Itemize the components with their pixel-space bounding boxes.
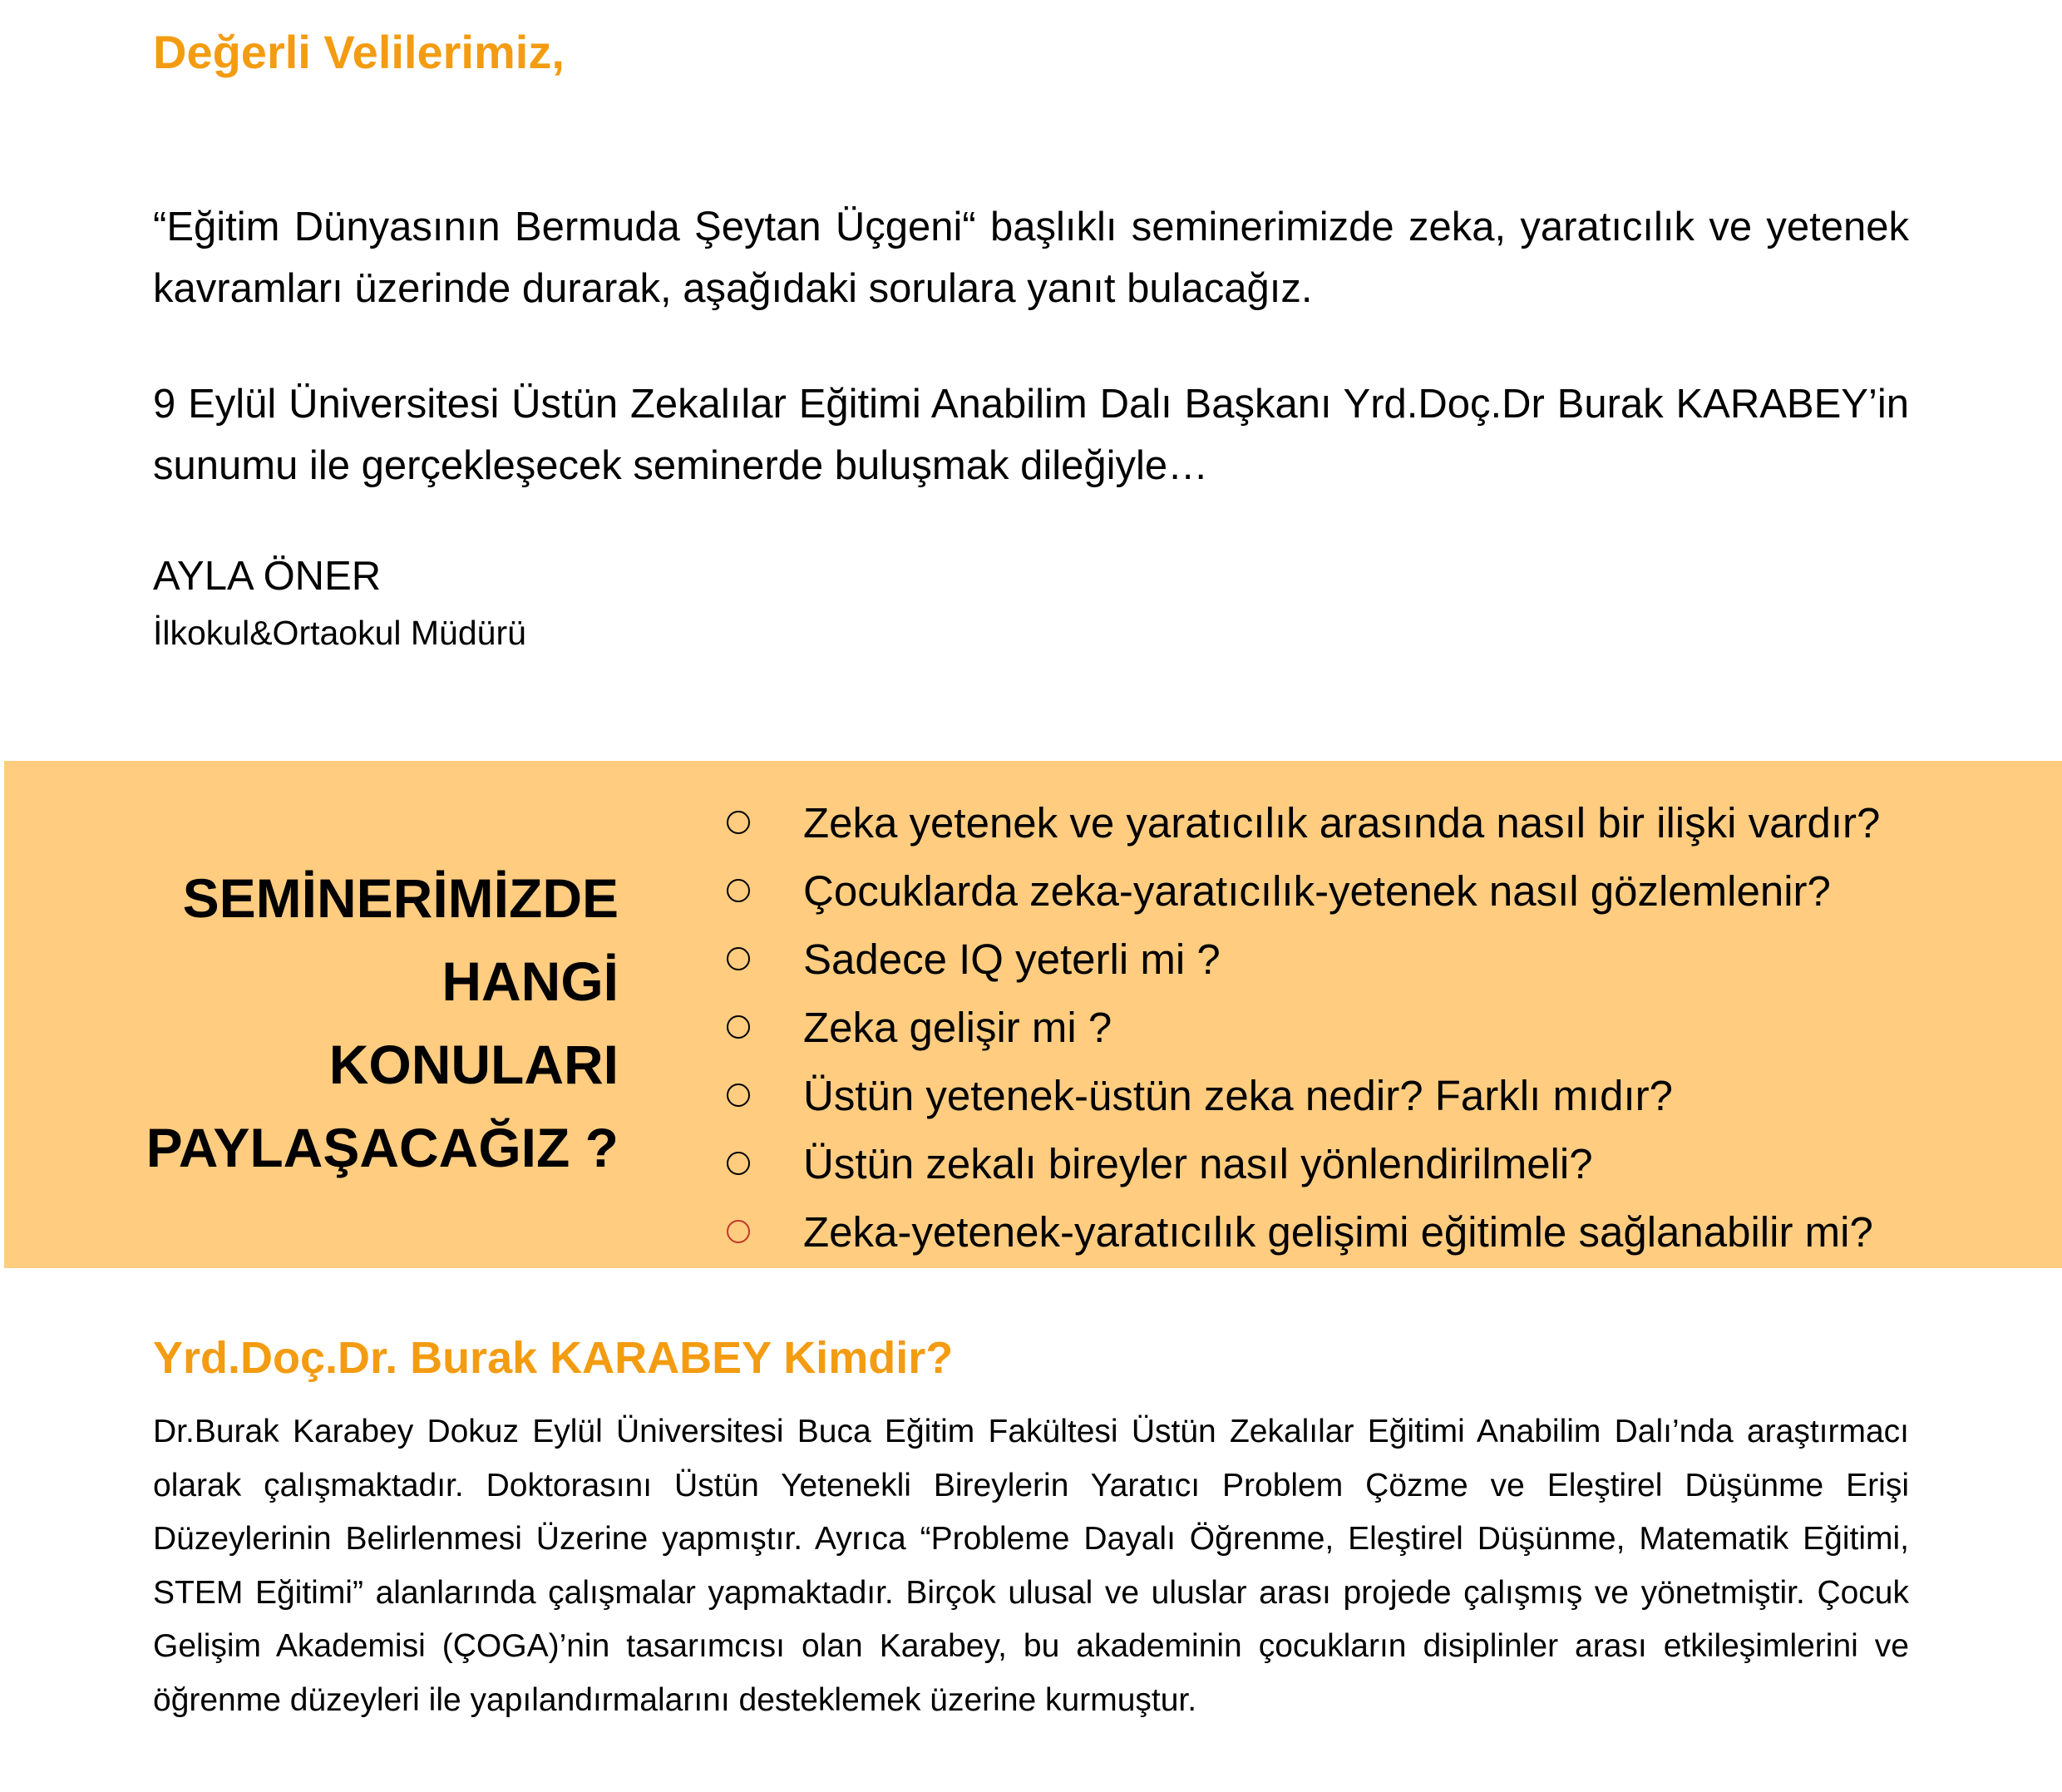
list-item [722,788,1880,857]
question-text: Zeka-yetenek-yaratıcılık gelişimi eğitimle sağlanabilir mi? [803,1207,1873,1256]
question-list [722,788,1880,1266]
circle-bullet-icon [727,811,750,834]
signature-role: İlkokul&Ortaokul Müdürü [153,614,526,652]
question-text: Zeka gelişir mi ? [803,1003,1112,1051]
greeting-heading: Değerli Velilerimiz, [153,26,565,78]
list-item [722,1129,1880,1197]
question-text: Çocuklarda zeka-yaratıcılık-yetenek nasıl gözlemlenir? [803,866,1831,915]
list-item [722,993,1880,1061]
topics-heading-line: KONULARI [328,1034,619,1095]
topics-heading [37,857,619,1189]
invitation-paragraph: 9 Eylül Üniversitesi Üstün Zekalılar Eğitimi Anabilim Dalı Başkanı Yrd.Doç.Dr Burak KARABEY’in sunumu ile gerçekleşecek seminerde buluşmak dileğiyle… [153,382,1909,488]
circle-bullet-icon [727,1015,750,1039]
signature-name: AYLA ÖNER [153,554,382,599]
circle-bullet-icon [727,1084,750,1107]
circle-bullet-icon [727,1152,750,1175]
question-text: Üstün yetenek-üstün zeka nedir? Farklı mıdır? [803,1071,1673,1119]
list-item [722,857,1880,925]
bio-heading: Yrd.Doç.Dr. Burak KARABEY Kimdir? [153,1333,954,1383]
list-item [722,1061,1880,1129]
circle-bullet-icon [727,879,750,902]
list-item [722,925,1880,993]
question-text: Sadece IQ yeterli mi ? [803,935,1221,983]
topics-heading-line: HANGİ [442,950,619,1012]
circle-bullet-icon [727,1220,750,1243]
bio-paragraph: Dr.Burak Karabey Dokuz Eylül Üniversitesi Buca Eğitim Fakültesi Üstün Zekalılar Eğitimi Anabilim Dalı’nda araştırmacı olarak çalışmaktadır. Doktorasını Üstün Yetenekli Bireylerin Yaratıcı Problem Çözme ve Eleştirel Düşünme Erişi Düzeylerinin Belirlenmesi Üzerine yapmıştır. Ayrıca “Probleme Dayalı Öğrenme, Eleştirel Düşünme, Matematik Eğitimi, STEM Eğitimi” alanlarında çalışmalar yapmaktadır. Birçok ulusal ve uluslar arası projede çalışmış ve yönetmiştir. Çocuk Gelişim Akademisi (ÇOGA)’nin tasarımcısı olan Karabey, bu akademinin çocukların disiplinler arası etkileşimlerini ve öğrenme düzeyleri ile yapılandırmalarını desteklemek üzerine kurmuştur. [153,1414,1909,1718]
question-text: Üstün zekalı bireyler nasıl yönlendirilmeli? [803,1139,1593,1187]
circle-bullet-icon [727,947,750,970]
list-item [722,1197,1880,1266]
topics-heading-line: SEMİNERİMİZDE [182,867,619,929]
intro-paragraph: “Eğitim Dünyasının Bermuda Şeytan Üçgeni“ başlıklı seminerimizde zeka, yaratıcılık ve yetenek kavramları üzerinde durarak, aşağıdaki sorulara yanıt bulacağız. [153,205,1909,311]
topics-heading-line: PAYLAŞACAĞIZ ? [146,1117,619,1178]
question-text: Zeka yetenek ve yaratıcılık arasında nasıl bir ilişki vardır? [803,798,1881,847]
